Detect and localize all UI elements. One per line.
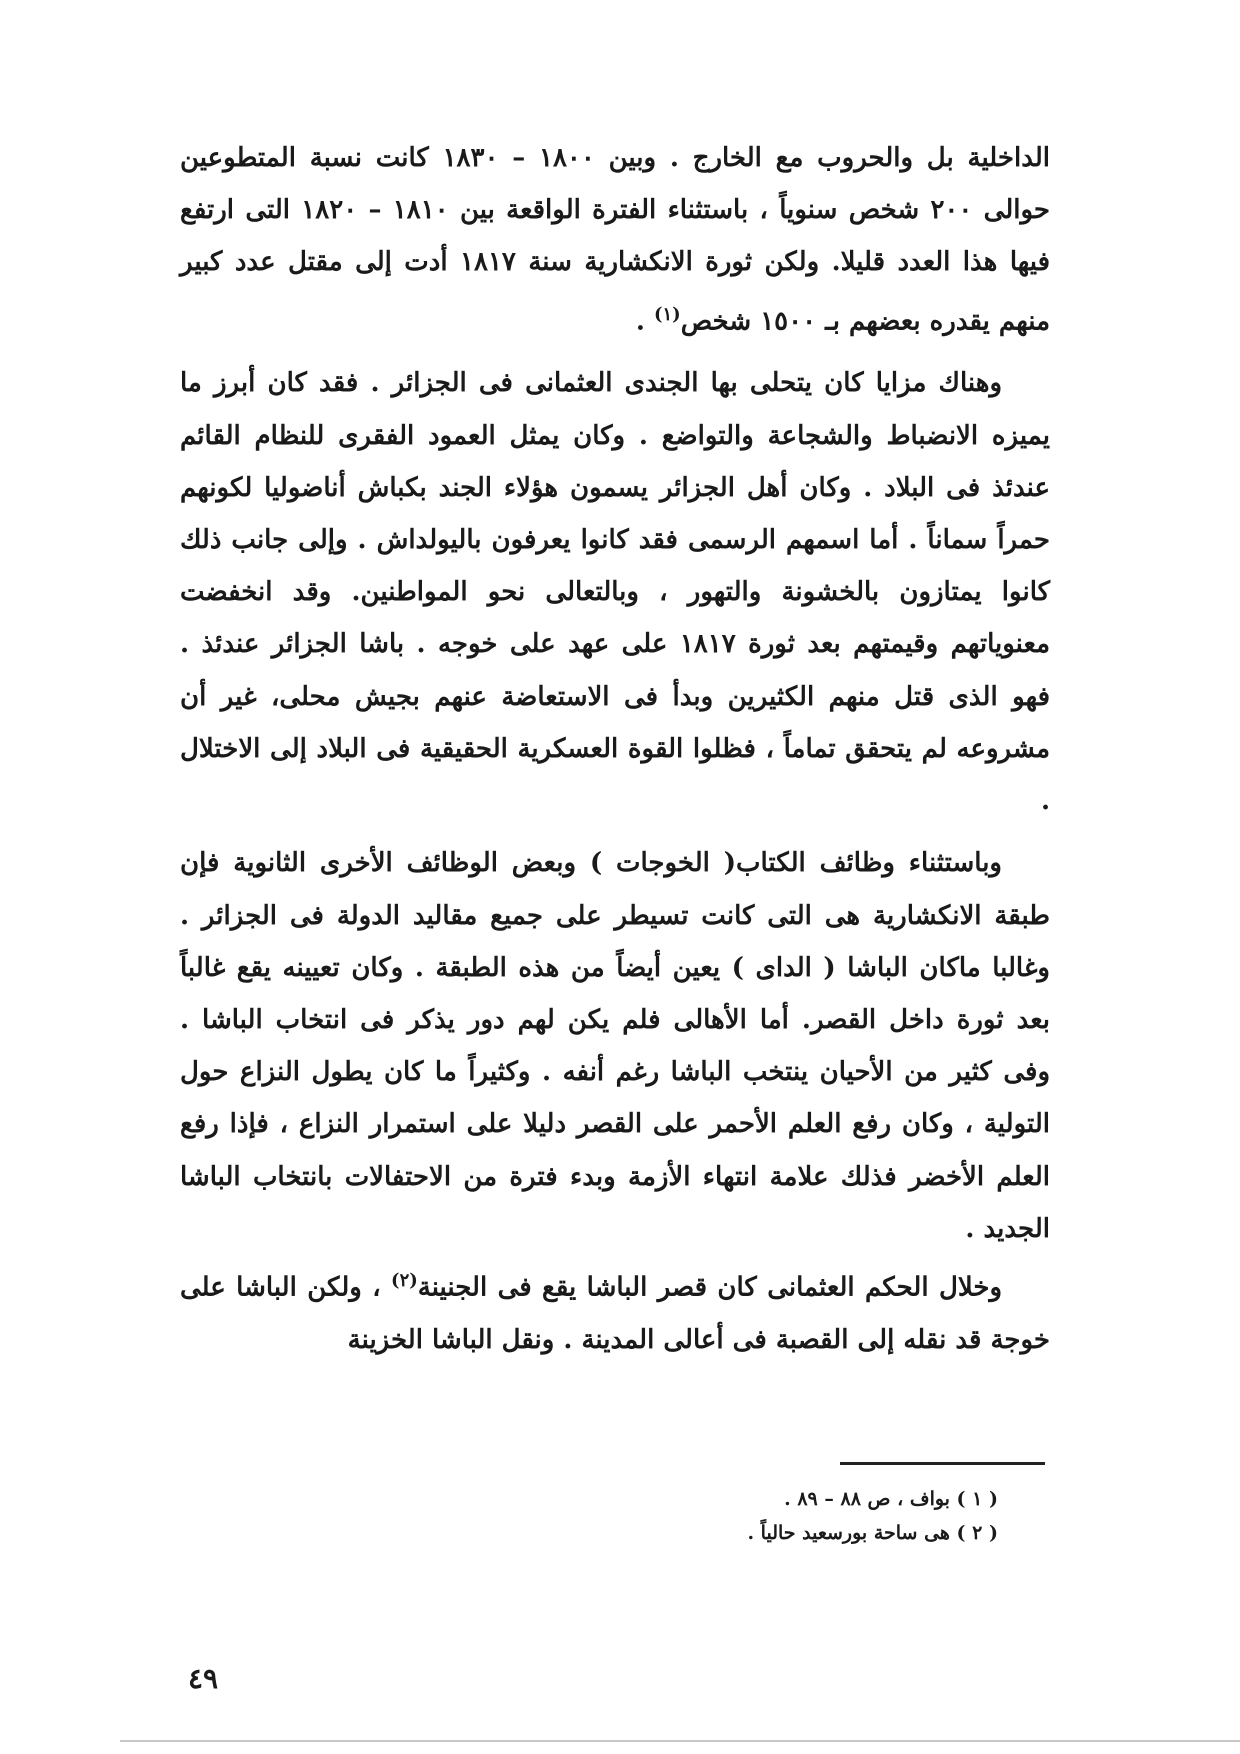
paragraph-1-end: . xyxy=(635,306,654,337)
body-text xyxy=(180,132,1050,1366)
footnote-ref-1: (١) xyxy=(653,303,681,325)
footnote-1: ( ١ ) بواف ، ص ٨٨ – ٨٩ . xyxy=(784,1488,998,1510)
paragraph-4-text: وخلال الحكم العثمانى كان قصر الباشا يقع فى الجنينة xyxy=(417,1272,1003,1303)
paragraph-1-text: الداخلية بل والحروب مع الخارج . وبين ١٨٠٠ – ١٨٣٠ كانت نسبة المتطوعين حوالى ٢٠٠ شخص سنوياً ، باستثناء الفترة الواقعة بين ١٨١٠ – ١٨٢٠ التى ارتفع فيها هذا العدد قليلا. ولكن ثورة الانكشارية سنة ١٨١٧ أدت إلى مقتل عدد كبير منهم يقدره بعضهم بـ ١٥٠٠ شخص xyxy=(180,143,1051,337)
footnote-ref-2: (٢) xyxy=(391,1269,418,1291)
paragraph-4 xyxy=(180,1255,1050,1366)
footnotes xyxy=(398,1482,998,1550)
paragraph-3-text: وباستثناء وظائف الكتاب( الخوجات ) وبعض الوظائف الأخرى الثانوية فإن طبقة الانكشارية هى التى كانت تسيطر على جميع مقاليد الدولة فى الجزائر . وغالبا ماكان الباشا ( الداى ) يعين أيضاً من هذه الطبقة . وكان تعيينه يقع غالباً بعد ثورة داخل القصر. أما الأهالى فلم يكن لهم دور يذكر فى انتخاب الباشا . وفى كثير من الأحيان ينتخب الباشا رغم أنفه . وكثيراً ما كان يطول النزاع حول التولية ، وكان رفع العلم الأحمر على القصر دليلا على استمرار النزاع ، فإذا رفع العلم الأخضر فذلك علامة انتهاء الأزمة وبدء فترة من الاحتفالات بانتخاب الباشا الجديد . xyxy=(180,848,1050,1244)
page-number: ٤٩ xyxy=(188,1662,219,1695)
paragraph-2 xyxy=(180,357,1050,827)
paragraph-2-text: وهناك مزايا كان يتحلى بها الجندى العثمانى فى الجزائر . فقد كان أبرز ما يميزه الانضباط والشجاعة والتواضع . وكان يمثل العمود الفقرى للنظام القائم عندئذ فى البلاد . وكان أهل الجزائر يسمون هؤلاء الجند بكباش أناضوليا لكونهم حمراً سماناً . أما اسمهم الرسمى فقد كانوا يعرفون باليولداش . وإلى جانب ذلك كانوا يمتازون بالخشونة والتهور ، وبالتعالى نحو المواطنين. وقد انخفضت معنوياتهم وقيمتهم بعد ثورة ١٨١٧ على عهد على خوجه . باشا الجزائر عندئذ . فهو الذى قتل منهم الكثيرين وبدأ فى الاستعاضة عنهم بجيش محلى، غير أن مشروعه لم يتحقق تماماً ، فظلوا القوة العسكرية الحقيقية فى البلاد إلى الاختلال . xyxy=(180,368,1051,817)
paragraph-3 xyxy=(180,837,1050,1255)
footnote-2: ( ٢ ) هى ساحة بورسعيد حالياً . xyxy=(747,1522,998,1544)
page-bottom-edge xyxy=(120,1740,1240,1742)
footnote-divider xyxy=(840,1462,1045,1465)
paragraph-1 xyxy=(180,132,1050,347)
paragraph-4-continued: ، ولكن الباشا على خوجة قد نقله إلى القصبة فى أعالى المدينة . ونقل الباشا الخزينة xyxy=(180,1272,1050,1355)
